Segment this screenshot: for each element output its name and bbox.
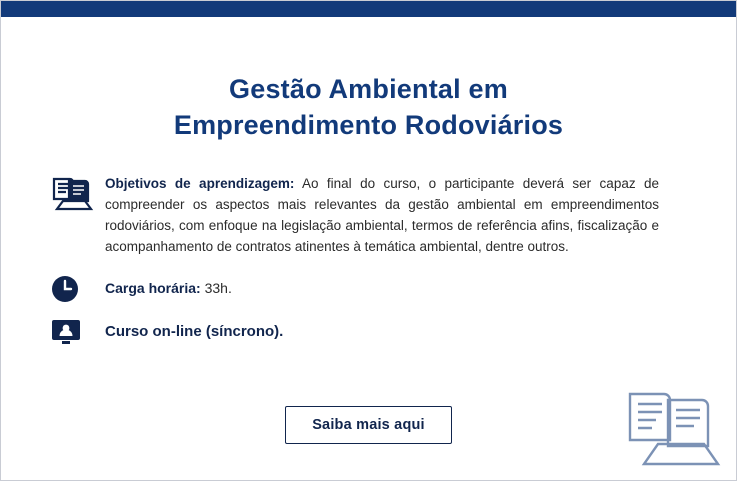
laptop-book-outline-icon <box>620 386 730 476</box>
page-title-line-1: Gestão Ambiental em <box>229 74 508 104</box>
course-details <box>49 173 659 357</box>
objectives-text <box>105 173 659 257</box>
mode-label: Curso on-line (síncrono). <box>105 322 284 340</box>
clock-icon <box>49 271 105 305</box>
workload-row <box>49 271 659 305</box>
mode-row <box>49 315 659 347</box>
presenter-icon <box>49 315 105 347</box>
objectives-row <box>49 173 659 257</box>
top-accent-bar <box>1 1 736 17</box>
objectives-label: Objetivos de aprendizagem: <box>105 176 295 191</box>
workload-value: 33h. <box>200 279 232 296</box>
workload-text <box>105 278 659 299</box>
objectives-body: Ao final do curso, o participante deverá ser capaz de compreender os aspectos mais relevantes da gestão ambiental em empreendimentos rodoviários, com enfoque na legislação ambiental, termos de referência afins, fiscalização e acompanhamento de contratos atinentes à temática ambiental, dentre outros. <box>105 176 659 254</box>
workload-label: Carga horária: <box>105 279 201 296</box>
learn-more-button[interactable]: Saiba mais aqui <box>285 406 452 444</box>
mode-text <box>105 321 659 342</box>
page-title <box>1 71 736 143</box>
laptop-book-icon <box>49 173 105 215</box>
page-title-line-2: Empreendimento Rodoviários <box>173 110 564 140</box>
